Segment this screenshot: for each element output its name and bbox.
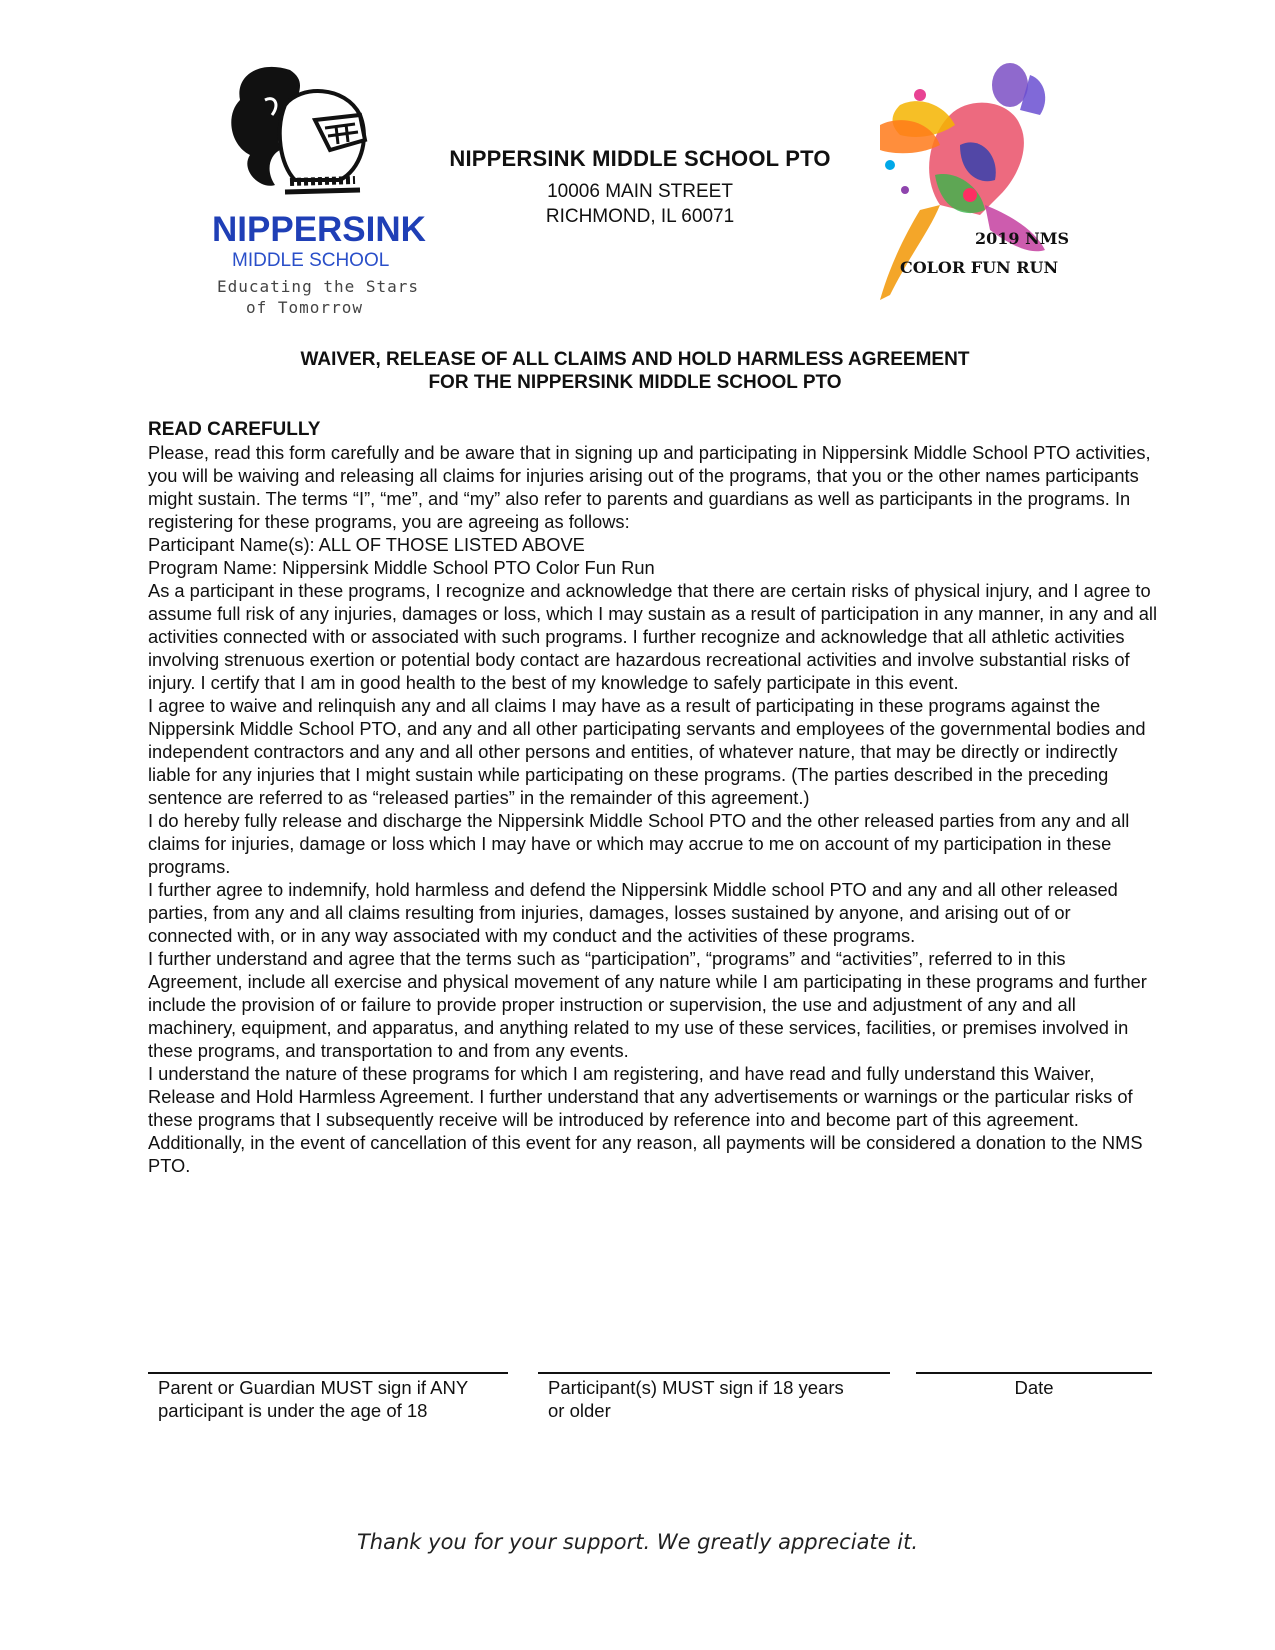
participant-signature-label-2: or older	[548, 1400, 611, 1421]
cancellation-paragraph: Additionally, in the event of cancellation of this event for any reason, all payments will be considered a donation to the NMS PTO.	[148, 1132, 1143, 1176]
program-name: Program Name: Nippersink Middle School PTO Color Fun Run	[148, 557, 655, 578]
release-paragraph: I do hereby fully release and discharge the Nippersink Middle School PTO and the other released parties from any and all claims for injuries, damage or loss which I may have or which may accrue to me on account of my participation in these programs.	[148, 810, 1130, 877]
parent-signature-field[interactable]	[148, 1372, 508, 1422]
date-field[interactable]	[916, 1372, 1152, 1399]
participant-signature-field[interactable]	[538, 1372, 890, 1422]
event-logo	[860, 55, 1069, 315]
participant-names: Participant Name(s): ALL OF THOSE LISTED ABOVE	[148, 534, 585, 555]
event-name: COLOR FUN RUN	[900, 258, 1059, 277]
read-carefully-heading: READ CAREFULLY	[148, 419, 321, 440]
document-title	[140, 348, 1130, 394]
thank-you-note: Thank you for your support. We greatly appreciate it.	[356, 1530, 919, 1554]
signature-line	[148, 1372, 508, 1374]
title-line-1: WAIVER, RELEASE OF ALL CLAIMS AND HOLD HARMLESS AGREEMENT	[300, 349, 970, 370]
school-subtitle: MIDDLE SCHOOL	[232, 250, 390, 271]
understanding-paragraph: I understand the nature of these programs for which I am registering, and have read and fully understand this Waiver, Release and Hold Harmless Agreement. I further understand that any advertisements or warnings or the particular risks of these programs that I subsequently receive will be introduced by reference into and become part of this agreement.	[148, 1063, 1133, 1130]
event-year: 2019 NMS	[975, 229, 1069, 248]
signature-line	[538, 1372, 890, 1374]
org-address-line-2: RICHMOND, IL 60071	[545, 206, 735, 227]
indemnify-paragraph: I further agree to indemnify, hold harmless and defend the Nippersink Middle school PTO and any and all other released parties, from any and all claims resulting from injuries, damages, losses sustained by anyone, and arising out of or connected with, or in any way associated with my conduct and the activities of these programs.	[148, 879, 1118, 946]
parent-signature-label-2: participant is under the age of 18	[158, 1400, 428, 1421]
school-name: NIPPERSINK	[212, 210, 426, 249]
date-line	[916, 1372, 1152, 1374]
risk-paragraph: As a participant in these programs, I recognize and acknowledge that there are certain risks of physical injury, and I agree to assume full risk of any injuries, damages or loss, which I may sustain as a result of participation in any manner, in any and all activities connected with or associated with such programs. I further recognize and acknowledge that all athletic activities involving strenuous exertion or potential body contact are hazardous recreational activities and involve substantial risks of injury. I certify that I am in good health to the best of my knowledge to safely participate in this event.	[148, 580, 1158, 693]
org-name: NIPPERSINK MIDDLE SCHOOL PTO	[449, 146, 831, 171]
organization-info	[400, 146, 880, 229]
school-tagline: Educating the Stars	[217, 277, 420, 296]
date-label: Date	[1014, 1377, 1054, 1398]
intro-paragraph: Please, read this form carefully and be aware that in signing up and participating in Nippersink Middle School PTO activities, you will be waiving and releasing all claims for injuries arising out of the programs, that you or the other names participants might sustain. The terms “I”, “me”, and “my” also refer to parents and guardians as well as participants in the programs. In registering for these programs, you are agreeing as follows:	[148, 442, 1151, 532]
knight-helmet-icon	[220, 60, 380, 210]
waive-claims-paragraph: I agree to waive and relinquish any and all claims I may have as a result of participating in these programs against the Nippersink Middle School PTO, and any and all other participating servants and employees of the governmental bodies and independent contractors and any and all other persons and entities, of whatever nature, that may be directly or indirectly liable for any injuries that I might sustain while participating on these programs. (The parties described in the preceding sentence are referred to as “released parties” in the remainder of this agreement.)	[148, 695, 1146, 808]
school-tagline-2: of Tomorrow	[246, 298, 363, 317]
org-address-line-1: 10006 MAIN STREET	[547, 181, 733, 202]
parent-signature-label: Parent or Guardian MUST sign if ANY	[158, 1377, 469, 1398]
waiver-body	[148, 418, 1158, 1177]
terms-paragraph: I further understand and agree that the terms such as “participation”, “programs” and “activities”, referred to in this Agreement, include all exercise and physical movement of any nature while I am participating in these programs and further include the provision of or failure to provide proper instruction or supervision, the use and adjustment of any and all machinery, equipment, and apparatus, and anything related to my use of these services, facilities, or premises involved in these programs, and transportation to and from any events.	[148, 948, 1147, 1061]
school-logo	[160, 60, 426, 320]
participant-signature-label: Participant(s) MUST sign if 18 years	[548, 1377, 844, 1398]
title-line-2: FOR THE NIPPERSINK MIDDLE SCHOOL PTO	[428, 372, 842, 393]
